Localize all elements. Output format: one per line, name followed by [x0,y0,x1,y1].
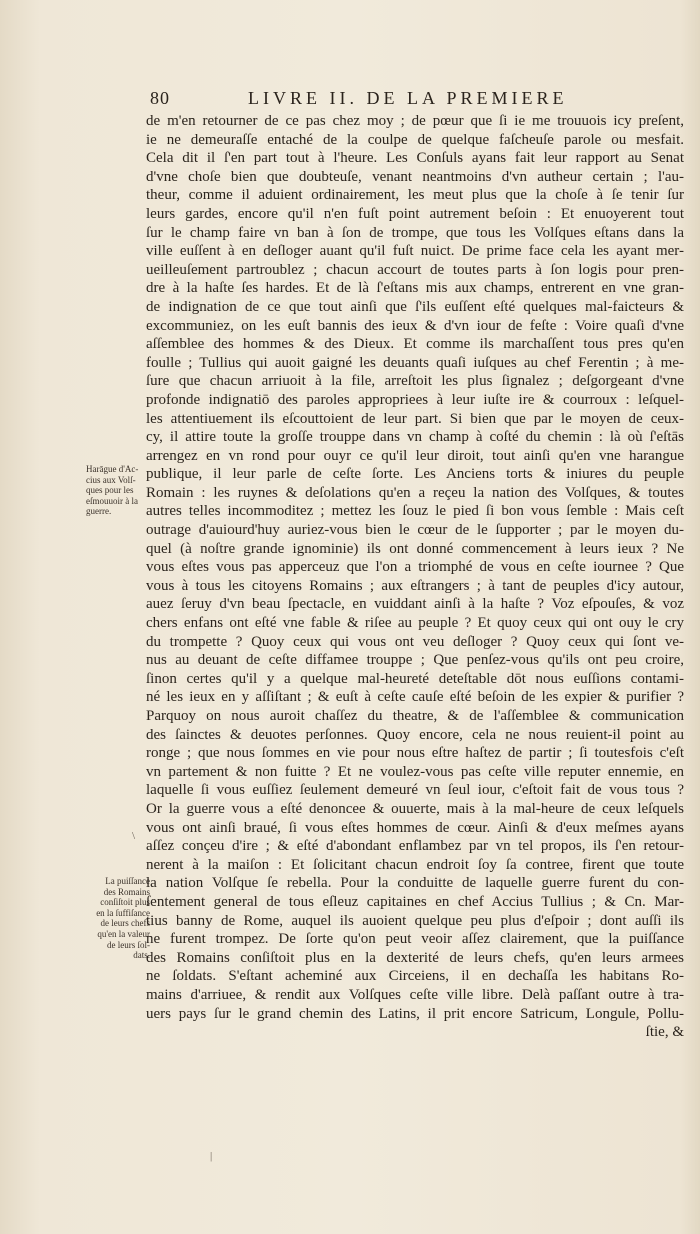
body-line: theur, comme il aduient ordinairement, les meut plus que la choſe à ſe tenir ſur [146,187,684,204]
body-text [146,112,684,1042]
body-line: de m'en retourner de ce pas chez moy ; de pœur que ſi ie me trouuois icy preſent, [146,113,684,129]
body-line: foulle ; Tullius qui auoit gaigné les deuants quaſi iuſques au chef Ferentin ; à me- [146,354,684,371]
body-line: d'vne choſe bien que doubteuſe, venant neantmoins d'vn autheur certain ; l'au- [146,168,684,185]
margin-note-puissance [86,876,150,961]
body-line: laquelle ſi vous euſſiez ſeulement demeuré vn ſeul iour, c'eſtoit fait de vous tous ? [146,782,684,799]
body-line: autres telles incommoditez ; mettez les ſouz le pied ſi bon vous ſemble : Mais ceſt [146,503,684,520]
margin-note-harangue [86,464,150,517]
body-line: ſtie, & [645,1024,684,1041]
body-line: uers pays ſur le grand chemin des Latins, il prit encore Satricum, Longule, Pollu- [146,1005,684,1022]
body-line: dre à la haſte ſes hardes. Et de là ſ'eſtans mis aux champs, entrerent en vne gran- [146,280,684,297]
margin-note-line: qu'en la valeur [97,928,150,939]
body-line: auez ſeruy d'vn beau ſpectacle, en vuiddant ainſi à la haſte ? Voz eſpouſes, & voz [146,596,684,613]
page-number: 80 [150,88,170,108]
margin-note-line: en la ſuffiſance [96,907,150,918]
body-line: Or la guerre vous a eſté denoncee & ouuerte, mais à la mal-heure de ceux leſquels [146,800,684,817]
body-line: vn partement & non fuitte ? Et ne voulez-vous pas ceſte ville reputer ennemie, en [146,763,684,780]
body-line: ville euſſent à en deſloger auant qu'il fuſt nuict. De prime face cela les ayant mer- [146,243,684,260]
body-line: du trompette ? Quoy ceux qui vous ont veu deſloger ? Quoy ceux qui ſont ve- [146,633,684,650]
body-line: Parquoy on nous auroit chaſſez du theatre, & de l'aſſemblee & communication [146,708,684,724]
body-line: tius banny de Rome, auquel ils auoient quelque peu plus d'eſpoir ; dont auſſi ils [146,912,684,929]
body-line: des Romains conſiſtoit plus en la dexterité de leurs chefs, qu'en leurs armees [146,949,684,966]
margin-note-line: dats. [133,950,150,961]
body-line: la nation Volſque ſe rebella. Pour la conduitte de laquelle guerre furent du con- [146,875,684,892]
body-line: ne ſoldats. S'eſtant acheminé aux Circeiens, il en dechaſſa les habitans Ro- [146,968,684,985]
body-line: arrengez en vn rond pour ouyr ce qu'il leur diroit, tout ainſi qu'en vne harangue [146,447,684,464]
body-line: les attentiuement ils eſcouttoient de leur part. Si bien que par le moyen de ceux- [146,410,684,427]
body-line: aſſez conçeu d'ire ; & eſté d'abondant enflambez par vn tel propos, ils ſ'en retour- [146,838,684,855]
running-head: LIVRE II. DE LA PREMIERE [248,88,568,108]
body-line: chers enfans ont eſté vne fable & riſee au peuple ? Et quoy ceux qui ont ouy le cry [146,615,684,632]
body-line: ſentement general de tous eſleuz capitaines en chef Accius Tullius ; & Cn. Mar- [146,893,684,910]
body-line: vous eſtes vous pas apperceuz que l'on a triomphé de vous en ceſte iournee ? Que [146,559,684,576]
body-line: des ſainctes & deuotes perſonnes. Quoy encore, cela ne nous reuient-il point au [146,726,684,743]
margin-note-line: guerre. [86,506,112,517]
margin-note-line: Harāgue d'Ac- [86,464,139,474]
page-header [150,88,690,112]
margin-note-line: de leurs chefs [100,918,150,929]
margin-note-line: des Romains [103,886,150,897]
body-line: de indignation de ce que tout ainſi que ſ'ils euſſent eſté quelques mal-faicteurs & [146,298,684,315]
margin-note-line: conſiſtoit plus [100,897,150,908]
body-line: leurs gardes, encore qu'il n'en fuſt point autrement beſoin : Et enuoyerent tout [146,205,684,222]
ink-mark: | [210,1150,213,1162]
body-line: outrage d'auiourd'huy auriez-vous bien le cœur de le ſupporter ; par le moyen du- [146,522,684,539]
ink-mark: \ [132,830,136,842]
body-line: excommuniez, on les euſt bannis des ieux & d'vn iour de feſte : Voire quaſi d'vne [146,317,684,334]
body-line: nerent à la maiſon : Et ſolicitant chacun endroit ſoy ſa contree, firent que toute [146,856,684,873]
body-line: ſure que chacun arriuoit à la file, arreſtoit les plus ſignalez ; deſgorgeant d'vne [146,373,684,390]
margin-note-line: eſmouuoir à la [86,495,138,506]
body-line: ſur le champ faire vn ban à ſon de trompe, que tous les Volſques eſtans dans la [146,224,684,241]
body-line: Cela dit il ſ'en part tout à l'heure. Les Conſuls ayans fait leur rapport au Senat [146,150,684,167]
body-line: ſinon certes qu'il y a quelque mal-heureté deteſtable dōt nous euſſions contami- [146,670,684,687]
margin-note-line: ques pour les [86,485,134,496]
body-line: vous à tous les citoyens Romains ; aux eſtrangers ; à tant de peuples d'icy autour, [146,577,684,594]
body-line: ne furent trompez. De ſorte qu'on peut veoir aſſez clairement, que la puiſſance [146,931,684,948]
body-line: né les ieux en y aſſiſtant ; & euſt à ceſte cauſe eſté beſoin de les expier & purifier ? [146,689,684,706]
body-line: Romain : les ruynes & deſolations qu'en a reçeu la nation des Volſques, & toutes [146,484,684,501]
body-line: cy, il attire toute la groſſe trouppe dans vn champ à coſté du chemin : là où ſ'eſtās [146,429,684,446]
body-line: quel (à noſtre grande ignominie) ils ont donné commencement à leurs ieux ? Ne [146,540,684,557]
body-line: profonde indignatiō des paroles appropriees à leur iuſte ire & courroux : leſquel- [146,391,684,408]
body-line: publique, il leur parle de ceſte ſorte. Les Anciens torts & iniures du peuple [146,466,684,483]
margin-note-line: de leurs ſol- [107,939,150,950]
body-line: ueilleuſement partroublez ; chacun accourt de toutes parts à ſon logis pour pren- [146,261,684,278]
body-line: mains d'arriuee, & rendit aux Volſques ceſte ville libre. Delà paſſant outre à tra- [146,986,684,1003]
body-line: ie ne demeuraſſe entaché de la coulpe de quelque faſcheuſe parole ou mesfait. [146,131,684,148]
body-line: nus au deuant de ceſte diffamee trouppe ; Que penſez-vous qu'ils ont peu croire, [146,652,684,669]
margin-note-line: cius aux Volſ- [86,474,136,485]
body-line: ronge ; que nous ſommes en vie pour nous eſtre haſtez de partir ; ſi toutesfois c'eſt [146,745,684,762]
body-line: vous ont ainſi braué, ſi vous eſtes hommes de cœur. Ainſi & d'eux meſmes ayans [146,819,684,836]
margin-note-line: La puiſſance [105,876,150,886]
body-line: aſſemblee des hommes & des Dieux. Et comme ils marchaſſent tous pres qu'en [146,336,684,353]
